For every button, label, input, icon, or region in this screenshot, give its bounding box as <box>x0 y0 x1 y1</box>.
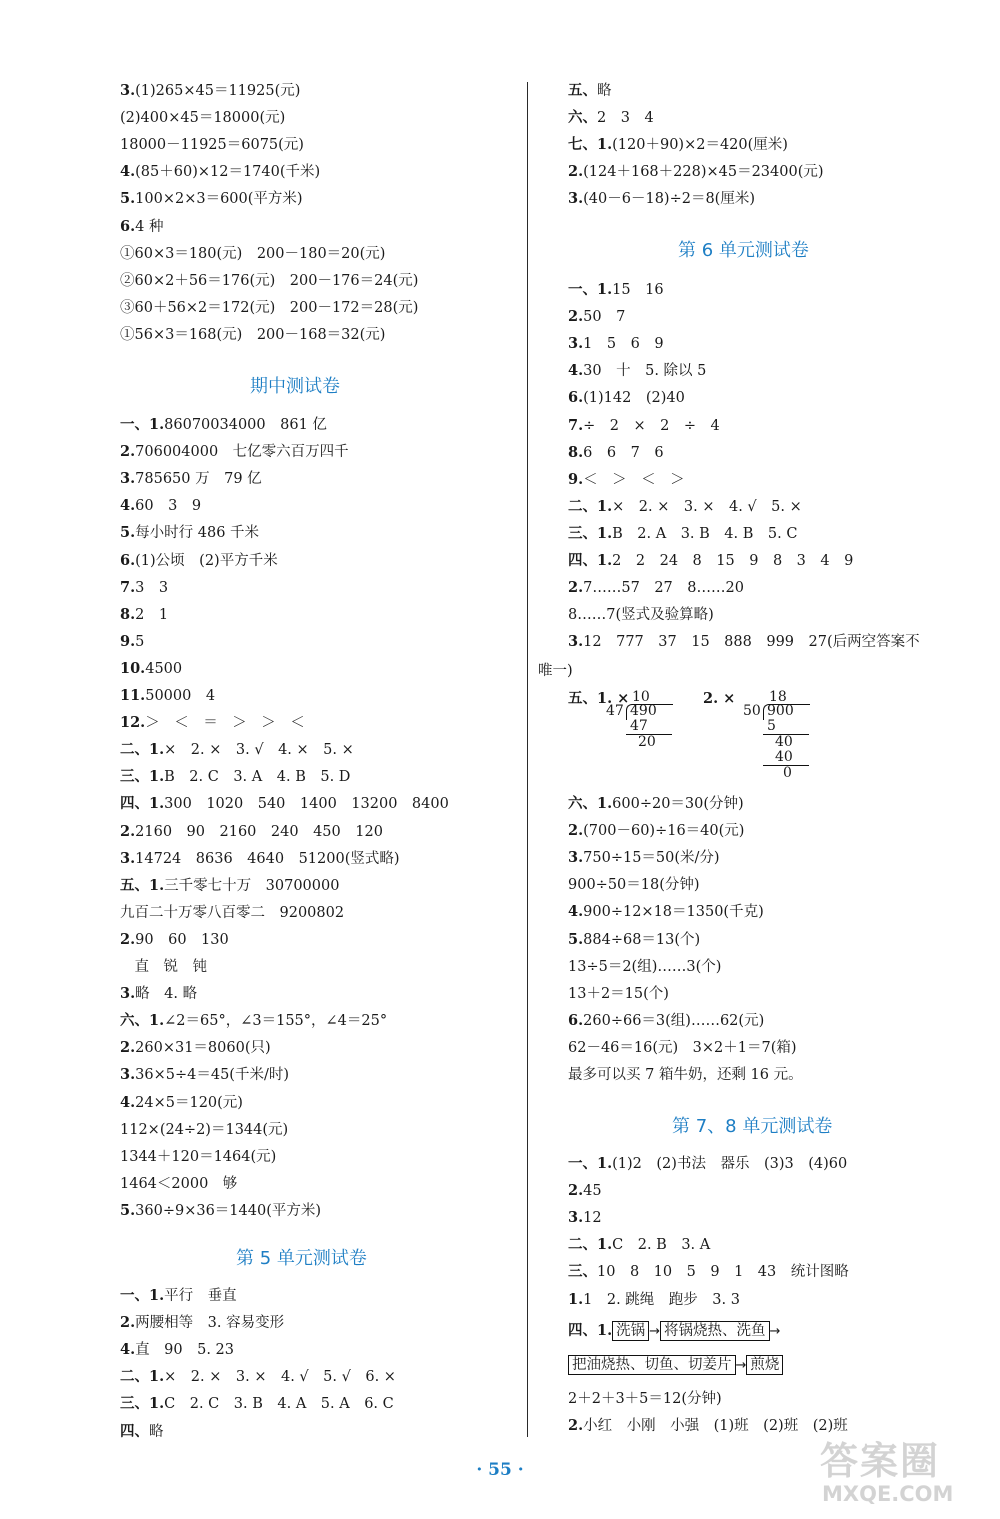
item-number: 3. <box>568 633 584 651</box>
item-text: 50000 4 <box>145 688 216 704</box>
item-number: 五、1. <box>120 876 165 894</box>
answer-line <box>120 245 385 263</box>
item-number: 10. <box>120 659 146 677</box>
item-text: (1)265×45＝11925(元) <box>135 83 301 99</box>
answer-line <box>120 606 168 624</box>
five-label: 五、1. × <box>568 690 630 707</box>
item-text: ＞ ＜ ＝ ＞ ＞ ＜ <box>145 715 305 732</box>
division-quotient: 10 <box>632 689 650 705</box>
answer-line <box>568 498 802 516</box>
item-number: 3. <box>568 1209 584 1227</box>
answer-line <box>568 136 788 154</box>
item-number: 2. <box>120 443 136 461</box>
item-number: 4. <box>120 497 136 515</box>
division-step: 40 <box>775 749 793 765</box>
item-text: 112×(24÷2)＝1344(元) <box>120 1121 289 1138</box>
flow-row-1 <box>568 1322 780 1341</box>
section-heading-unit5: 第 5 单元测试卷 <box>236 1248 367 1269</box>
item-text: 直 90 5. 23 <box>135 1342 234 1359</box>
item-number: 一、1. <box>568 281 613 298</box>
item-text: 略 <box>149 1423 164 1440</box>
item-text: 100×2×3＝600(平方米) <box>135 191 303 208</box>
item-number: 2. <box>568 163 584 181</box>
answer-line <box>568 1039 797 1057</box>
item-text: 15 16 <box>612 282 664 298</box>
answer-line <box>568 1236 710 1254</box>
item-text: 两腰相等 3. 容易变形 <box>135 1315 285 1332</box>
item-text: 14724 8636 4640 51200(竖式略) <box>135 850 400 867</box>
section-heading-unit6: 第 6 单元测试卷 <box>678 240 809 261</box>
answer-line <box>120 1368 396 1386</box>
answer-line <box>120 218 163 236</box>
answer-line <box>120 552 278 570</box>
answer-line <box>120 163 320 181</box>
item-number: 七、1. <box>568 136 613 154</box>
item-number: 四、1. <box>120 795 165 813</box>
item-text: 260×31＝8060(只) <box>135 1040 271 1057</box>
item-number: 3. <box>120 470 136 488</box>
item-text: 50 7 <box>583 309 626 326</box>
answer-line <box>568 1155 847 1173</box>
answer-line <box>568 1390 722 1408</box>
item-text: × 2. × 3. √ 4. × 5. × <box>164 742 354 759</box>
item-number: 3. <box>120 849 136 867</box>
item-text: 86070034000 861 亿 <box>164 417 327 433</box>
section-heading-unit78: 第 7、8 单元测试卷 <box>672 1116 833 1137</box>
item-text: 18000－11925＝6075(元) <box>120 137 304 154</box>
answer-line <box>568 362 706 380</box>
answer-line <box>568 1012 764 1030</box>
item-number: 2. <box>568 308 584 326</box>
answer-line <box>120 660 182 678</box>
answer-line <box>120 1423 164 1441</box>
item-text: 直 锐 钝 <box>120 959 207 975</box>
item-text: B 2. A 3. B 4. B 5. C <box>612 525 798 542</box>
item-text: (1)公顷 (2)平方千米 <box>135 552 278 569</box>
answer-line <box>120 299 418 317</box>
answer-line <box>120 850 400 868</box>
answer-line <box>120 109 285 127</box>
watermark-text: 答案圈 <box>820 1438 941 1483</box>
item-number: 一、1. <box>568 1155 613 1172</box>
item-text: 3 3 <box>135 579 169 596</box>
item-text: 略 <box>597 83 612 99</box>
item-text: (120＋90)×2＝420(厘米) <box>612 137 788 154</box>
answer-line <box>568 1182 602 1200</box>
item-text: (40－6－18)÷2＝8(厘米) <box>583 191 755 208</box>
answer-line <box>568 471 685 489</box>
answer-line <box>120 1341 234 1359</box>
item-number: 2. <box>568 579 584 597</box>
item-number: 5. <box>120 190 136 208</box>
item-text: 36×5÷4＝45(千米/时) <box>135 1067 289 1084</box>
answer-line <box>568 190 755 208</box>
item-text: 90 60 130 <box>135 931 229 948</box>
item-text: 2＋2＋3＋5＝12(分钟) <box>568 1391 722 1407</box>
page-number: · 55 · <box>476 1460 524 1480</box>
item-text: ③60＋56×2＝172(元) 200－172＝28(元) <box>120 299 419 316</box>
answer-line <box>120 272 418 290</box>
item-text: 2160 90 2160 240 450 120 <box>135 823 383 840</box>
answer-line <box>568 958 721 976</box>
answer-line <box>120 633 144 651</box>
item-text: 1 5 6 9 <box>583 336 664 353</box>
item-text: 2 1 <box>135 606 169 623</box>
item-number: 2. <box>120 1314 136 1332</box>
division-dividend: 900 <box>767 703 794 719</box>
answer-line <box>568 876 700 894</box>
item-number: 6. <box>120 217 136 235</box>
item-number: 六、1. <box>568 795 613 812</box>
item-number: 一、1. <box>120 416 165 433</box>
item-text: 30 十 5. 除以 5 <box>583 363 707 380</box>
item-number: 三、1. <box>568 524 613 542</box>
flow-step-box: 把油烧热、切鱼、切姜片 <box>568 1355 736 1375</box>
item-number: 7. <box>120 578 136 596</box>
item-text: 600÷20＝30(分钟) <box>612 796 744 812</box>
item-text: 4500 <box>145 660 183 677</box>
item-number: 三、 <box>568 1263 597 1281</box>
answer-line <box>120 524 259 542</box>
item-number: 二、1. <box>120 741 165 759</box>
item-number: 2. <box>120 1039 136 1057</box>
item-text: 每小时行 486 千米 <box>135 525 260 542</box>
flow-step-box: 煎烧 <box>746 1355 783 1375</box>
item-text: 6 6 7 6 <box>583 444 664 461</box>
division-remainder: 40 <box>775 734 793 750</box>
item-text: 平行 垂直 <box>164 1288 237 1304</box>
answer-line <box>568 1209 602 1227</box>
column-divider <box>527 82 528 1437</box>
answer-line <box>120 714 305 732</box>
item-number: 3. <box>120 985 136 1003</box>
item-number: 3. <box>568 335 584 353</box>
item-text: 1344＋120＝1464(元) <box>120 1148 277 1165</box>
item-text: 小红 小刚 小强 (1)班 (2)班 (2)班 <box>583 1418 848 1435</box>
item-text: (85＋60)×12＝1740(千米) <box>135 164 321 181</box>
item-number: 2. <box>120 930 136 948</box>
item-number: 3. <box>120 82 136 99</box>
flow-step-box: 将锅烧热、洗鱼 <box>660 1321 770 1341</box>
answer-line <box>120 1148 276 1166</box>
answer-line <box>568 335 664 353</box>
item-number: 一、1. <box>120 1287 165 1304</box>
answer-line <box>120 1094 243 1112</box>
answer-line <box>568 931 700 949</box>
item-number: 3. <box>120 1066 136 1084</box>
division-step: 5 <box>767 718 776 734</box>
answer-line <box>120 1395 394 1413</box>
item-number: 9. <box>568 470 584 488</box>
answer-line <box>568 82 612 100</box>
item-text: 300 1020 540 1400 13200 8400 <box>164 796 449 813</box>
item-text: 2 3 4 <box>597 110 654 127</box>
item-number: 四、1. <box>568 552 613 569</box>
item-text: (700－60)÷16＝40(元) <box>583 823 745 840</box>
answer-line <box>568 417 720 435</box>
item-text: C 2. B 3. A <box>612 1237 711 1254</box>
answer-line <box>120 326 385 344</box>
answer-line <box>120 136 304 154</box>
answer-line <box>568 308 625 326</box>
item-text: × 2. × 3. × 4. √ 5. √ 6. × <box>164 1369 396 1386</box>
answer-line <box>568 444 664 462</box>
division-quotient: 18 <box>769 689 787 705</box>
item-text: 260÷66＝3(组)……62(元) <box>583 1012 765 1029</box>
answer-line <box>120 470 262 488</box>
item-number: 11. <box>120 687 146 704</box>
item-text: 12 777 37 15 888 999 27(后两空答案不 <box>583 634 920 651</box>
item-number: 12. <box>120 714 146 732</box>
answer-line <box>568 633 920 651</box>
item-text: (1)142 (2)40 <box>583 390 685 407</box>
item-number: 二、1. <box>120 1368 165 1386</box>
item-text: 884÷68＝13(个) <box>583 931 701 948</box>
answer-line <box>120 1066 289 1084</box>
answer-line <box>120 82 300 100</box>
item-number: 5. <box>568 930 584 948</box>
item-number: 4. <box>120 163 136 181</box>
item-number: 二、1. <box>568 1236 613 1254</box>
item-text: (2)400×45＝18000(元) <box>120 110 286 127</box>
item-text: ＜ ＞ ＜ ＞ <box>583 471 685 488</box>
item-number: 5. <box>120 524 136 542</box>
answer-line <box>120 904 344 922</box>
item-number: 4. <box>568 362 584 380</box>
item-text: 750÷15＝50(米/分) <box>583 850 720 867</box>
item-number: 7. <box>568 416 584 434</box>
item-text: 九百二十万零八百零二 9200802 <box>120 904 345 921</box>
item-text: C 2. C 3. B 4. A 5. A 6. C <box>164 1396 394 1413</box>
item-text: 785650 万 79 亿 <box>135 471 262 488</box>
item-text: 360÷9×36＝1440(平方米) <box>135 1202 322 1219</box>
answer-line <box>120 497 201 515</box>
item-text: 1 2. 跳绳 跑步 3. 3 <box>583 1291 740 1308</box>
item-text: 45 <box>583 1183 602 1200</box>
item-number: 六、 <box>568 109 597 127</box>
answer-line <box>120 416 327 434</box>
item-number: 2. <box>120 822 136 840</box>
answer-line <box>568 985 669 1003</box>
answer-line <box>120 687 215 705</box>
arrow-icon: → <box>649 1324 661 1339</box>
item-number: 5. <box>120 1201 136 1219</box>
item-text: 62－46＝16(元) 3×2＋1＝7(箱) <box>568 1039 797 1056</box>
item-text: B 2. C 3. A 4. B 5. D <box>164 769 351 786</box>
item-number: 6. <box>568 1011 584 1029</box>
item-text: ÷ 2 × 2 ÷ 4 <box>583 417 720 434</box>
flow-step-box: 洗锅 <box>612 1321 649 1341</box>
wrapped-line: 唯一) <box>538 663 573 679</box>
item-text: 13÷5＝2(组)……3(个) <box>568 958 722 975</box>
item-number: 4. <box>120 1341 136 1359</box>
item-number: 3. <box>568 190 584 208</box>
answer-line <box>568 1066 803 1084</box>
item-number: 8. <box>568 443 584 461</box>
answer-line <box>568 389 685 407</box>
answer-line <box>120 931 229 949</box>
item-number: 2. <box>568 1182 584 1200</box>
answer-line <box>120 795 449 813</box>
arrow-icon: → <box>735 1358 747 1373</box>
item-text: ①60×3＝180(元) 200－180＝20(元) <box>120 245 386 262</box>
item-text: 三千零七十万 30700000 <box>164 877 340 894</box>
arrow-icon: → <box>769 1324 781 1339</box>
item-text: ②60×2＋56＝176(元) 200－176＝24(元) <box>120 272 419 289</box>
item-text: ①56×3＝168(元) 200－168＝32(元) <box>120 326 386 343</box>
division-remainder: 20 <box>638 734 656 750</box>
item-number: 9. <box>120 632 136 650</box>
answer-line <box>120 190 303 208</box>
item-text: 24×5＝120(元) <box>135 1094 243 1111</box>
item-number: 4. <box>568 903 584 921</box>
answer-line <box>120 1121 288 1139</box>
answer-line <box>120 741 354 759</box>
answer-line <box>568 109 654 127</box>
item-number: 6. <box>120 551 136 569</box>
answer-line <box>568 849 720 867</box>
item-text: 4 种 <box>135 218 164 235</box>
answer-line <box>120 1314 284 1332</box>
answer-line <box>120 768 350 786</box>
division-step: 47 <box>630 718 648 734</box>
item-text: 900÷50＝18(分钟) <box>568 877 700 894</box>
item-text: 706004000 七亿零六百万四千 <box>135 444 349 461</box>
item-text: 60 3 9 <box>135 498 202 515</box>
answer-line <box>568 1417 848 1435</box>
answer-line <box>120 1012 387 1030</box>
item-number: 3. <box>568 849 584 867</box>
item-text: 1464＜2000 够 <box>120 1175 238 1192</box>
item-number: 2. <box>568 1417 584 1435</box>
item-number: 1. <box>568 1290 584 1308</box>
five-label-2: 2. × <box>703 690 736 707</box>
answer-line <box>568 822 744 840</box>
item-number: 4. <box>120 1093 136 1111</box>
item-text: 12 <box>583 1210 602 1227</box>
item-number: 8. <box>120 605 136 623</box>
answer-line <box>568 525 797 543</box>
item-number: 三、1. <box>120 768 165 786</box>
answer-line <box>120 1202 321 1220</box>
item-text: (124＋168＋228)×45＝23400(元) <box>583 164 824 181</box>
item-text: 13＋2＝15(个) <box>568 985 669 1002</box>
item-text: (1)2 (2)书法 器乐 (3)3 (4)60 <box>612 1156 848 1172</box>
answer-line <box>568 552 853 570</box>
item-text: 2 2 24 8 15 9 8 3 4 9 <box>612 553 854 569</box>
answer-line <box>120 958 207 976</box>
answer-line <box>568 606 714 624</box>
item-text: 10 8 10 5 9 1 43 统计图略 <box>597 1264 849 1281</box>
answer-line <box>120 985 197 1003</box>
item-text: ∠2＝65°，∠3＝155°，∠4＝25° <box>164 1013 388 1030</box>
item-text: 900÷12×18＝1350(千克) <box>583 904 764 921</box>
item-number: 2. <box>568 822 584 840</box>
answer-line <box>120 823 383 841</box>
item-number: 五、 <box>568 82 597 99</box>
answer-line <box>568 1291 740 1309</box>
answer-line <box>120 1287 237 1305</box>
item-text: 最多可以买 7 箱牛奶，还剩 16 元。 <box>568 1067 803 1083</box>
division-remainder: 0 <box>783 765 792 781</box>
answer-line <box>568 903 764 921</box>
item-text: 略 4. 略 <box>135 986 198 1003</box>
item-number: 二、1. <box>568 497 613 515</box>
item-number: 四、 <box>120 1422 149 1440</box>
section-heading-midterm: 期中测试卷 <box>250 376 340 397</box>
answer-line <box>120 1039 271 1057</box>
answer-line <box>120 443 349 461</box>
answer-line <box>120 1175 237 1193</box>
watermark-logo <box>810 1430 980 1515</box>
answer-line <box>568 579 744 597</box>
answer-line <box>120 579 168 597</box>
watermark-url: MXQE.COM <box>822 1482 954 1506</box>
item-text: 7……57 27 8……20 <box>583 580 744 597</box>
flow-row-2 <box>568 1356 783 1375</box>
item-number: 三、1. <box>120 1395 165 1413</box>
answer-line <box>568 163 824 181</box>
answer-line <box>568 795 744 813</box>
answer-line <box>568 1263 849 1281</box>
division-divisor: 50 <box>743 703 761 719</box>
answer-line <box>120 877 339 895</box>
item-text: 8……7(竖式及验算略) <box>568 607 714 624</box>
item-number: 四、1. <box>568 1322 613 1339</box>
item-text: 5 <box>135 633 145 650</box>
answer-line <box>568 281 664 299</box>
division-divisor: 47 <box>606 703 624 719</box>
division-dividend: 490 <box>630 703 657 719</box>
item-text: × 2. × 3. × 4. √ 5. × <box>612 498 802 515</box>
item-number: 6. <box>568 389 584 407</box>
item-number: 六、1. <box>120 1012 165 1030</box>
